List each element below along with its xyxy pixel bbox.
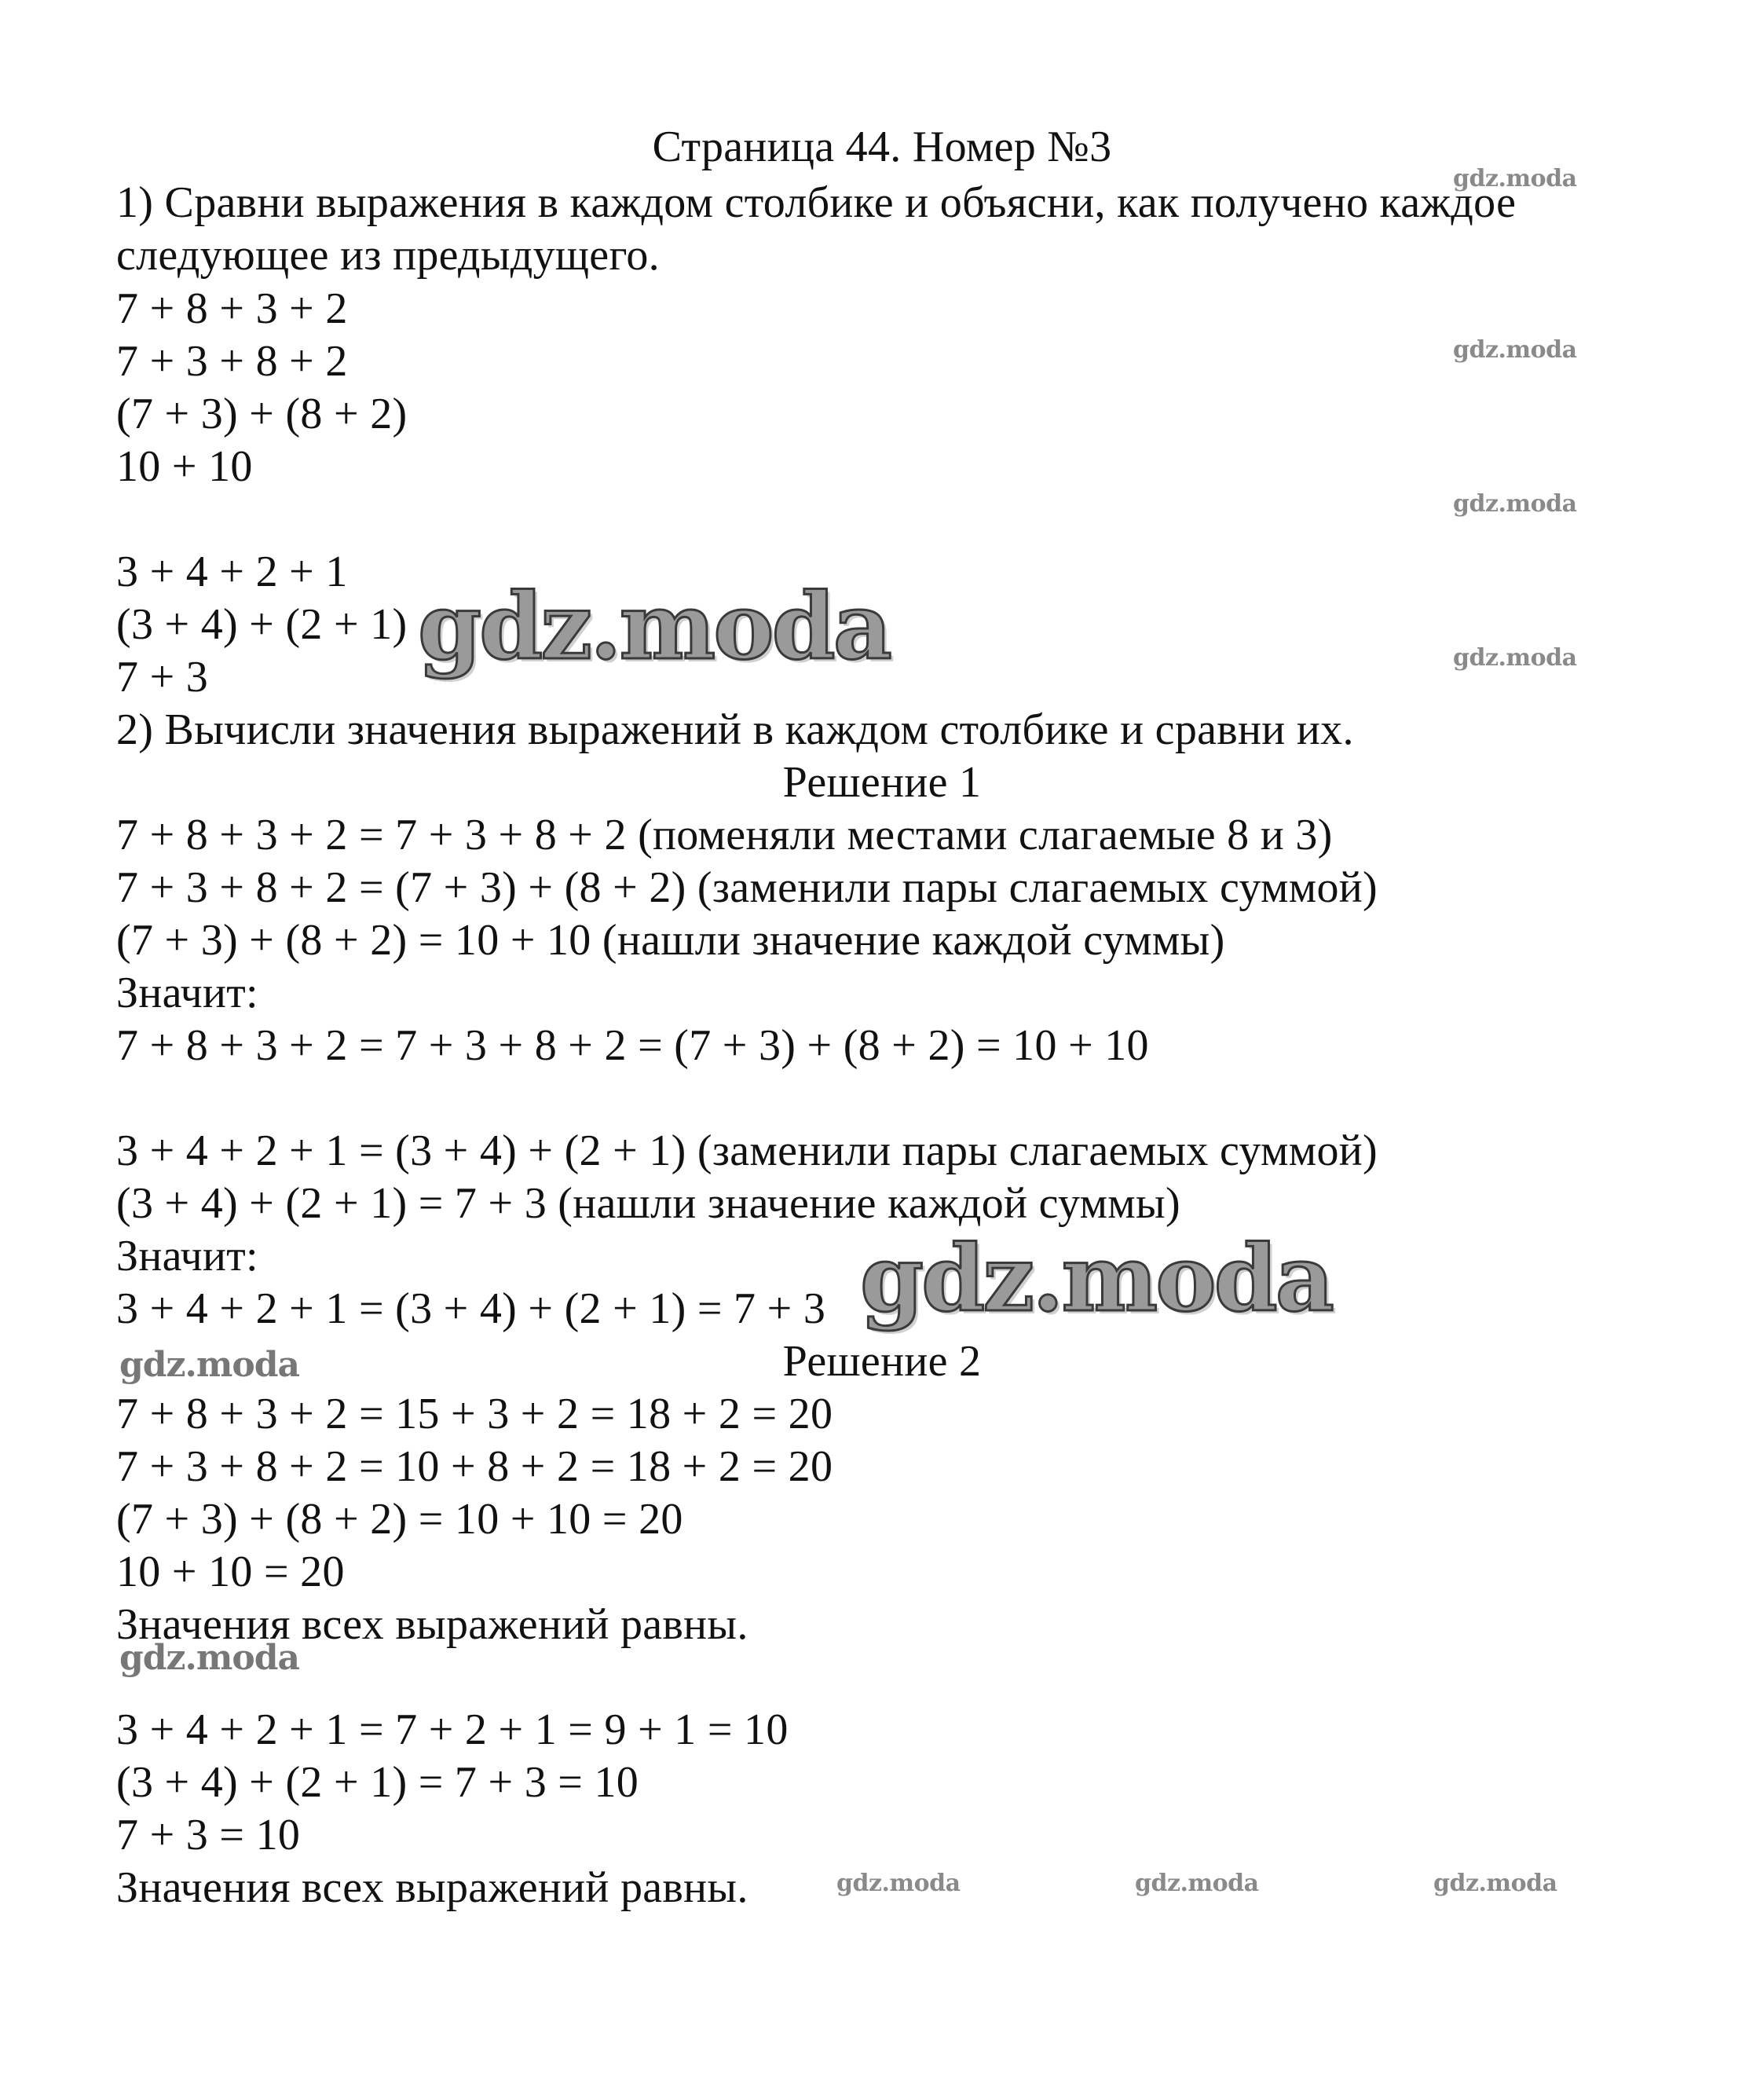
watermark-logo: gdz.moda bbox=[1135, 1870, 1259, 1897]
solution-2-line: (3 + 4) + (2 + 1) = 7 + 3 = 10 bbox=[116, 1758, 639, 1807]
watermark-logo: gdz.moda bbox=[1453, 165, 1577, 192]
column-2-expression: 7 + 3 bbox=[116, 653, 209, 701]
column-1-expression: (7 + 3) + (8 + 2) bbox=[116, 390, 408, 438]
watermark-logo: gdz.moda bbox=[1453, 644, 1577, 672]
solution-2-heading: Решение 2 bbox=[782, 1337, 982, 1386]
solution-2-line: 7 + 3 + 8 + 2 = 10 + 8 + 2 = 18 + 2 = 20 bbox=[116, 1442, 833, 1491]
question-1-line-2: следующее из предыдущего. bbox=[116, 231, 660, 280]
watermark-logo: gdz.moda bbox=[1433, 1870, 1557, 1897]
solution-1-line: 7 + 8 + 3 + 2 = 7 + 3 + 8 + 2 (поменяли местами слагаемые 8 и 3) bbox=[116, 811, 1333, 859]
solution-1-line: 7 + 3 + 8 + 2 = (7 + 3) + (8 + 2) (заменили пары слагаемых суммой) bbox=[116, 863, 1378, 912]
page-title: Страница 44. Номер №3 bbox=[652, 123, 1112, 171]
column-1-expression: 7 + 8 + 3 + 2 bbox=[116, 284, 348, 333]
solution-2-line: 3 + 4 + 2 + 1 = 7 + 2 + 1 = 9 + 1 = 10 bbox=[116, 1705, 789, 1754]
question-1-line-1: 1) Сравни выражения в каждом столбике и объясни, как получено каждое bbox=[116, 178, 1517, 227]
solution-2-line: Значения всех выражений равны. bbox=[116, 1600, 748, 1649]
solution-1-line: Значит: bbox=[116, 1232, 258, 1280]
solution-2-line: 10 + 10 = 20 bbox=[116, 1548, 345, 1596]
column-1-expression: 7 + 3 + 8 + 2 bbox=[116, 337, 348, 386]
watermark-logo: gdz.moda bbox=[1453, 490, 1577, 518]
solution-2-line: 7 + 3 = 10 bbox=[116, 1811, 301, 1859]
column-2-expression: (3 + 4) + (2 + 1) bbox=[116, 600, 408, 649]
solution-1-line: (7 + 3) + (8 + 2) = 10 + 10 (нашли значение каждой суммы) bbox=[116, 916, 1225, 965]
solution-1-line: 3 + 4 + 2 + 1 = (3 + 4) + (2 + 1) (заменили пары слагаемых суммой) bbox=[116, 1126, 1378, 1175]
solution-1-heading: Решение 1 bbox=[782, 758, 982, 807]
question-2: 2) Вычисли значения выражений в каждом столбике и сравни их. bbox=[116, 705, 1354, 754]
solution-2-line: 7 + 8 + 3 + 2 = 15 + 3 + 2 = 18 + 2 = 20 bbox=[116, 1390, 833, 1438]
watermark-logo-large: gdz.moda bbox=[418, 573, 890, 680]
solution-1-line: Значит: bbox=[116, 969, 258, 1017]
column-2-expression: 3 + 4 + 2 + 1 bbox=[116, 548, 348, 596]
solution-2-line: Значения всех выражений равны. bbox=[116, 1863, 748, 1912]
watermark-logo: gdz.moda bbox=[119, 1345, 300, 1385]
solution-1-line: 3 + 4 + 2 + 1 = (3 + 4) + (2 + 1) = 7 + 3 bbox=[116, 1284, 826, 1333]
watermark-logo-large: gdz.moda bbox=[860, 1225, 1332, 1332]
solution-1-line: (3 + 4) + (2 + 1) = 7 + 3 (нашли значение каждой суммы) bbox=[116, 1179, 1180, 1228]
solution-1-line: 7 + 8 + 3 + 2 = 7 + 3 + 8 + 2 = (7 + 3) + (8 + 2) = 10 + 10 bbox=[116, 1021, 1149, 1070]
column-1-expression: 10 + 10 bbox=[116, 442, 253, 491]
watermark-logo: gdz.moda bbox=[119, 1638, 300, 1678]
solution-2-line: (7 + 3) + (8 + 2) = 10 + 10 = 20 bbox=[116, 1495, 683, 1544]
watermark-logo: gdz.moda bbox=[1453, 336, 1577, 364]
watermark-logo: gdz.moda bbox=[836, 1870, 961, 1897]
